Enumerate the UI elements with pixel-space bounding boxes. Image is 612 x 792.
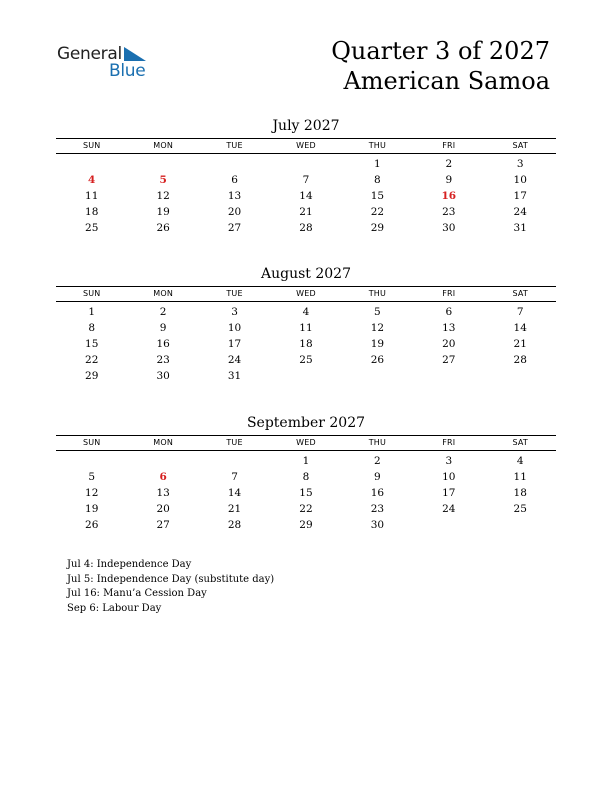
month-weeks — [56, 154, 556, 236]
day-cell: 8 — [302, 471, 310, 483]
day-cell: 25 — [513, 503, 527, 515]
day-of-week-label: TUE — [226, 289, 243, 298]
month-august — [56, 265, 556, 384]
day-of-week-label: TUE — [226, 141, 243, 150]
day-cell: 31 — [227, 370, 242, 382]
day-cell: 20 — [227, 206, 242, 218]
day-cell: 19 — [85, 503, 99, 515]
day-of-week-label: FRI — [442, 438, 456, 447]
day-cell: 29 — [85, 370, 99, 382]
day-cell: 17 — [442, 487, 456, 499]
day-cell: 23 — [370, 503, 385, 515]
day-cell: 15 — [370, 190, 385, 202]
day-cell: 1 — [302, 455, 310, 467]
empty-day-cell — [56, 156, 127, 172]
day-cell: 28 — [299, 222, 313, 234]
page-title — [331, 36, 550, 96]
day-cell: 9 — [159, 322, 167, 334]
week-row — [56, 501, 556, 517]
week-row — [56, 485, 556, 501]
day-of-week-label: FRI — [442, 141, 456, 150]
day-of-week-label: SAT — [512, 289, 529, 298]
day-cell: 14 — [299, 190, 313, 202]
day-cell: 17 — [513, 190, 527, 202]
day-of-week-label: SUN — [82, 141, 101, 150]
day-cell: 4 — [516, 455, 524, 467]
day-cell: 27 — [156, 519, 170, 531]
day-cell: 27 — [227, 222, 242, 234]
day-cell: 13 — [227, 190, 242, 202]
day-of-week-label: THU — [368, 141, 387, 150]
day-of-week-label: THU — [368, 289, 387, 298]
empty-day-cell — [127, 453, 198, 469]
empty-day-cell — [270, 368, 341, 384]
day-cell: 28 — [227, 519, 242, 531]
day-cell: 25 — [85, 222, 99, 234]
day-of-week-label: MON — [153, 438, 174, 447]
day-cell: 24 — [513, 206, 527, 218]
holiday-day-cell: 4 — [88, 174, 96, 186]
logo-word-blue: Blue — [109, 61, 146, 81]
week-row — [56, 453, 556, 469]
day-cell: 12 — [370, 322, 385, 334]
day-of-week-label: FRI — [442, 289, 456, 298]
month-september — [56, 414, 556, 533]
week-row — [56, 517, 556, 533]
day-cell: 12 — [156, 190, 170, 202]
day-cell: 2 — [159, 306, 167, 318]
day-cell: 22 — [85, 354, 99, 366]
week-row — [56, 336, 556, 352]
day-of-week-label: WED — [296, 289, 316, 298]
day-cell: 5 — [88, 471, 96, 483]
month-weeks — [56, 451, 556, 533]
day-cell: 26 — [85, 519, 99, 531]
empty-day-cell — [199, 156, 270, 172]
holiday-note: Jul 16: Manu’a Cession Day — [67, 588, 207, 599]
day-of-week-label: TUE — [226, 438, 243, 447]
holiday-note: Jul 5: Independence Day (substitute day) — [67, 573, 275, 585]
week-row — [56, 304, 556, 320]
month-title: July 2027 — [272, 118, 340, 134]
day-cell: 23 — [442, 206, 456, 218]
day-cell: 4 — [302, 306, 310, 318]
logo-word-general: General — [57, 44, 122, 64]
day-cell: 2 — [445, 158, 453, 170]
day-cell: 15 — [85, 338, 99, 350]
week-row — [56, 469, 556, 485]
day-cell: 26 — [156, 222, 170, 234]
empty-day-cell — [413, 517, 484, 533]
day-cell: 3 — [516, 158, 524, 170]
day-cell: 7 — [231, 471, 238, 483]
day-cell: 20 — [156, 503, 170, 515]
day-cell: 27 — [442, 354, 456, 366]
empty-day-cell — [413, 368, 484, 384]
day-cell: 19 — [370, 338, 385, 350]
day-cell: 11 — [85, 190, 99, 202]
logo-triangle-icon — [124, 47, 146, 63]
day-of-week-label: SUN — [82, 438, 101, 447]
day-cell: 12 — [85, 487, 99, 499]
day-of-week-header — [56, 139, 556, 154]
day-cell: 28 — [513, 354, 527, 366]
day-cell: 14 — [227, 487, 242, 499]
day-cell: 6 — [231, 174, 238, 186]
day-cell: 31 — [513, 222, 527, 234]
day-of-week-label: WED — [296, 438, 316, 447]
holiday-day-cell: 5 — [159, 174, 167, 186]
day-cell: 1 — [374, 158, 381, 170]
day-cell: 22 — [370, 206, 385, 218]
day-cell: 15 — [299, 487, 313, 499]
day-cell: 21 — [513, 338, 527, 350]
day-of-week-header — [56, 436, 556, 451]
holiday-note: Jul 4: Independence Day — [67, 559, 192, 570]
day-cell: 30 — [442, 222, 456, 234]
empty-day-cell — [127, 156, 198, 172]
day-cell: 20 — [442, 338, 456, 350]
day-cell: 30 — [370, 519, 385, 531]
day-cell: 5 — [374, 306, 381, 318]
day-cell: 16 — [370, 487, 385, 499]
holiday-note: Sep 6: Labour Day — [67, 602, 162, 614]
week-row — [56, 188, 556, 204]
holiday-notes — [67, 558, 274, 616]
day-cell: 22 — [299, 503, 313, 515]
day-cell: 16 — [156, 338, 170, 350]
day-cell: 9 — [445, 174, 453, 186]
day-of-week-label: SUN — [82, 289, 101, 298]
day-cell: 8 — [374, 174, 381, 186]
day-of-week-label: THU — [368, 438, 387, 447]
week-row — [56, 204, 556, 220]
week-row — [56, 368, 556, 384]
day-of-week-label: WED — [296, 141, 316, 150]
day-cell: 3 — [231, 306, 238, 318]
day-cell: 7 — [516, 306, 524, 318]
day-cell: 17 — [227, 338, 242, 350]
day-cell: 30 — [156, 370, 170, 382]
day-cell: 19 — [156, 206, 170, 218]
holiday-day-cell: 16 — [441, 190, 457, 202]
day-cell: 13 — [156, 487, 170, 499]
day-cell: 2 — [374, 455, 381, 467]
day-of-week-label: SAT — [512, 141, 529, 150]
day-cell: 13 — [442, 322, 456, 334]
week-row — [56, 172, 556, 188]
empty-day-cell — [485, 517, 556, 533]
month-title: September 2027 — [246, 415, 366, 431]
day-cell: 9 — [374, 471, 381, 483]
week-row — [56, 320, 556, 336]
day-cell: 3 — [445, 455, 453, 467]
day-cell: 1 — [88, 306, 96, 318]
day-cell: 6 — [445, 306, 453, 318]
day-cell: 18 — [85, 206, 99, 218]
month-july — [56, 117, 556, 236]
logo — [57, 44, 157, 84]
day-cell: 11 — [299, 322, 313, 334]
empty-day-cell — [270, 156, 341, 172]
day-cell: 18 — [299, 338, 313, 350]
title-country: American Samoa — [343, 67, 550, 95]
empty-day-cell — [56, 453, 127, 469]
month-weeks — [56, 302, 556, 384]
day-cell: 8 — [88, 322, 96, 334]
day-of-week-label: SAT — [512, 438, 529, 447]
day-cell: 29 — [370, 222, 385, 234]
day-cell: 25 — [299, 354, 313, 366]
day-of-week-label: MON — [153, 141, 174, 150]
day-cell: 21 — [227, 503, 242, 515]
day-cell: 18 — [513, 487, 527, 499]
day-cell: 23 — [156, 354, 170, 366]
empty-day-cell — [485, 368, 556, 384]
week-row — [56, 352, 556, 368]
month-title: August 2027 — [261, 266, 351, 282]
holiday-day-cell: 6 — [159, 471, 167, 483]
week-row — [56, 220, 556, 236]
day-cell: 7 — [302, 174, 310, 186]
day-of-week-label: MON — [153, 289, 174, 298]
day-cell: 21 — [299, 206, 313, 218]
day-cell: 24 — [442, 503, 456, 515]
day-of-week-header — [56, 287, 556, 302]
day-cell: 11 — [513, 471, 527, 483]
title-quarter: Quarter 3 of 2027 — [331, 37, 550, 65]
day-cell: 26 — [370, 354, 385, 366]
week-row — [56, 156, 556, 172]
day-cell: 10 — [442, 471, 456, 483]
day-cell: 29 — [299, 519, 313, 531]
day-cell: 10 — [513, 174, 527, 186]
empty-day-cell — [199, 453, 270, 469]
day-cell: 10 — [227, 322, 242, 334]
day-cell: 14 — [513, 322, 527, 334]
day-cell: 24 — [227, 354, 242, 366]
empty-day-cell — [342, 368, 413, 384]
